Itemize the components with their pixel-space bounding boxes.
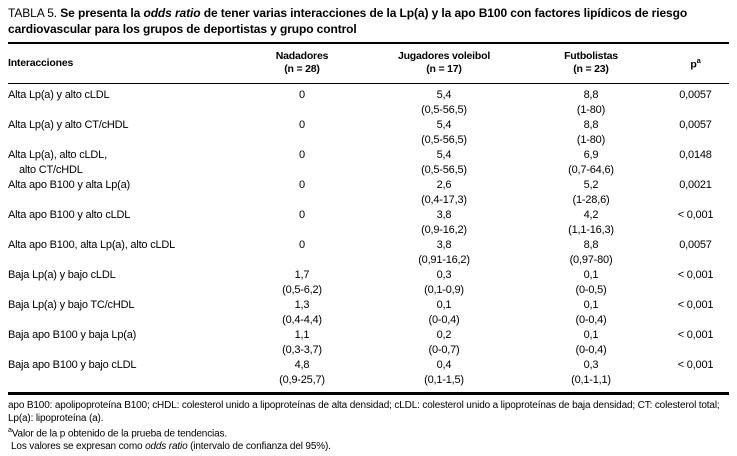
confidence-interval: (0,5-56,5): [421, 104, 467, 116]
odds-ratio-table: [8, 44, 729, 392]
interaction-cell: [8, 208, 236, 238]
p-value-cell: [662, 238, 729, 268]
odds-ratio-value: 8,8: [583, 89, 599, 101]
odds-ratio-value: 0,2: [436, 329, 452, 341]
odds-ratio-value: 0,3: [583, 359, 599, 371]
header-jugadores-voleibol: [368, 44, 520, 84]
header-futbolistas: [520, 44, 662, 84]
table-row: [8, 208, 729, 238]
odds-ratio-value: 5,4: [436, 119, 452, 131]
interaction-label: Baja apo B100 y bajo cLDL: [8, 359, 137, 371]
table-title: [8, 5, 729, 37]
interaction-label: Alta apo B100, alta Lp(a), alto cLDL: [8, 239, 176, 251]
nadadores-cell: [236, 238, 368, 268]
odds-ratio-value: 5,4: [436, 149, 452, 161]
p-value: < 0,001: [677, 329, 714, 341]
voleibol-cell: [368, 178, 520, 208]
odds-ratio-value: 0,1: [583, 269, 599, 281]
table-number-label: TABLA 5.: [8, 6, 58, 20]
values-note-1: Los valores se expresan como: [11, 440, 146, 452]
group-n: (n = 28): [284, 63, 320, 75]
voleibol-cell: [368, 238, 520, 268]
p-value: 0,0057: [679, 119, 712, 131]
header-p-value: [662, 44, 729, 84]
p-superscript: a: [696, 56, 701, 66]
header-interacciones: Interacciones: [8, 44, 236, 84]
table-row: [8, 268, 729, 298]
confidence-interval: (0,5-6,2): [282, 284, 322, 296]
table-row: [8, 118, 729, 148]
p-value-cell: [662, 178, 729, 208]
confidence-interval: (0,3-3,7): [282, 344, 322, 356]
p-value: 0,0057: [679, 89, 712, 101]
odds-ratio-value: 0,1: [436, 299, 452, 311]
p-value-cell: [662, 118, 729, 148]
odds-ratio-value: 1,3: [294, 299, 310, 311]
interaction-cell: [8, 328, 236, 358]
odds-ratio-value: 0: [299, 209, 305, 221]
nadadores-cell: [236, 148, 368, 178]
odds-ratio-value: 4,8: [294, 359, 310, 371]
odds-ratio-value: 3,8: [436, 209, 452, 221]
p-value-cell: [662, 268, 729, 298]
interaction-label: Alta Lp(a) y alto cLDL: [8, 89, 110, 101]
odds-ratio-value: 4,2: [583, 209, 599, 221]
nadadores-cell: [236, 208, 368, 238]
futbolistas-cell: [520, 358, 662, 392]
nadadores-cell: [236, 178, 368, 208]
odds-ratio-value: 0: [299, 119, 305, 131]
voleibol-cell: [368, 328, 520, 358]
confidence-interval: (1-28,6): [572, 194, 610, 206]
futbolistas-cell: [520, 84, 662, 119]
interaction-cell: [8, 268, 236, 298]
odds-ratio-value: 0,1: [583, 299, 599, 311]
nadadores-cell: [236, 268, 368, 298]
title-text-1: Se presenta la: [57, 6, 144, 20]
p-value: 0,0057: [679, 239, 712, 251]
group-name: Futbolistas: [564, 50, 618, 62]
odds-ratio-value: 2,6: [436, 179, 452, 191]
p-value: 0,0021: [679, 179, 712, 191]
futbolistas-cell: [520, 208, 662, 238]
interaction-label-line2: alto CT/cHDL: [19, 164, 83, 176]
interaction-label: Baja Lp(a) y bajo cLDL: [8, 269, 116, 281]
title-text-2: de tener varias interacciones de la Lp(a) y la apo B100 con factores lipídicos de riesgo cardiovascular para los grupos de deportistas y grupo control: [8, 6, 688, 36]
voleibol-cell: [368, 148, 520, 178]
table-row: [8, 358, 729, 392]
group-n: (n = 23): [573, 63, 609, 75]
confidence-interval: (0,4-4,4): [282, 314, 322, 326]
confidence-interval: (0,9-25,7): [279, 374, 325, 386]
confidence-interval: (0,1-1,5): [424, 374, 464, 386]
futbolistas-cell: [520, 148, 662, 178]
values-note-italic-odds-ratio: odds ratio: [145, 440, 188, 452]
header-nadadores: [236, 44, 368, 84]
table-row: [8, 148, 729, 178]
table-header: [8, 44, 729, 84]
futbolistas-cell: [520, 238, 662, 268]
odds-ratio-value: 0: [299, 149, 305, 161]
footnote-p-text: Valor de la p obtenido de la prueba de tendencias.: [11, 428, 228, 440]
futbolistas-cell: [520, 178, 662, 208]
group-name: Jugadores voleibol: [397, 50, 491, 62]
confidence-interval: (0-0,4): [575, 314, 607, 326]
futbolistas-cell: [520, 298, 662, 328]
footnotes: [8, 400, 729, 453]
confidence-interval: (0-0,4): [428, 314, 460, 326]
odds-ratio-value: 8,8: [583, 239, 599, 251]
interaction-label: Alta Lp(a), alto cLDL,: [8, 149, 107, 161]
footnote-values-note: [8, 441, 729, 454]
header-row: [8, 44, 729, 84]
confidence-interval: (1-80): [576, 134, 606, 146]
nadadores-cell: [236, 328, 368, 358]
odds-ratio-value: 5,2: [583, 179, 599, 191]
voleibol-cell: [368, 118, 520, 148]
odds-ratio-value: 0,1: [583, 329, 599, 341]
nadadores-cell: [236, 118, 368, 148]
confidence-interval: (0,5-56,5): [421, 164, 467, 176]
p-value-cell: [662, 84, 729, 119]
confidence-interval: (0,5-56,5): [421, 134, 467, 146]
interaction-label: Alta apo B100 y alto cLDL: [8, 209, 131, 221]
interaction-cell: [8, 84, 236, 119]
odds-ratio-value: 0,3: [436, 269, 452, 281]
odds-ratio-value: 0: [299, 179, 305, 191]
odds-ratio-value: 1,1: [294, 329, 310, 341]
odds-ratio-value: 6,9: [583, 149, 599, 161]
odds-ratio-value: 0: [299, 239, 305, 251]
p-value-cell: [662, 298, 729, 328]
table-row: [8, 238, 729, 268]
title-italic-odds-ratio: odds ratio: [143, 6, 201, 20]
table-row: [8, 178, 729, 208]
interaction-cell: [8, 148, 236, 178]
interaction-cell: [8, 298, 236, 328]
p-value: < 0,001: [677, 269, 714, 281]
bottom-rule: [8, 392, 729, 395]
table-body: [8, 84, 729, 393]
confidence-interval: (0,4-17,3): [421, 194, 467, 206]
odds-ratio-value: 0: [299, 89, 305, 101]
futbolistas-cell: [520, 328, 662, 358]
interaction-label: Baja Lp(a) y bajo TC/cHDL: [8, 299, 135, 311]
voleibol-cell: [368, 84, 520, 119]
confidence-interval: (0-0,4): [575, 344, 607, 356]
group-n: (n = 17): [426, 63, 462, 75]
p-value-cell: [662, 358, 729, 392]
futbolistas-cell: [520, 268, 662, 298]
interaction-label: Baja apo B100 y baja Lp(a): [8, 329, 137, 341]
odds-ratio-value: 3,8: [436, 239, 452, 251]
confidence-interval: (0-0,5): [575, 284, 607, 296]
p-value-cell: [662, 328, 729, 358]
group-name: Nadadores: [275, 50, 329, 62]
p-value: < 0,001: [677, 209, 714, 221]
odds-ratio-value: 5,4: [436, 89, 452, 101]
values-note-2: (intervalo de confianza del 95%).: [187, 440, 331, 452]
footnote-abbreviations: apo B100: apolipoproteína B100; cHDL: colesterol unido a lipoproteínas de alta densidad; cLDL: colesterol unido a lipoproteínas de baja densidad; CT: colesterol total; Lp(a): lipoproteína (a).: [8, 400, 720, 424]
nadadores-cell: [236, 358, 368, 392]
futbolistas-cell: [520, 118, 662, 148]
footnote-superscript-a: a: [8, 427, 12, 434]
interaction-cell: [8, 118, 236, 148]
odds-ratio-value: 1,7: [294, 269, 310, 281]
p-value: < 0,001: [677, 299, 714, 311]
p-value-cell: [662, 148, 729, 178]
voleibol-cell: [368, 298, 520, 328]
odds-ratio-value: 8,8: [583, 119, 599, 131]
p-value-cell: [662, 208, 729, 238]
footnote-p-note: [8, 425, 729, 441]
nadadores-cell: [236, 84, 368, 119]
odds-ratio-value: 0,4: [436, 359, 452, 371]
interaction-label: Alta apo B100 y alta Lp(a): [8, 179, 130, 191]
voleibol-cell: [368, 208, 520, 238]
confidence-interval: (1,1-16,3): [568, 224, 614, 236]
interaction-label: Alta Lp(a) y alto CT/cHDL: [8, 119, 129, 131]
confidence-interval: (0,1-1,1): [571, 374, 611, 386]
voleibol-cell: [368, 268, 520, 298]
interaction-cell: [8, 178, 236, 208]
interaction-cell: [8, 238, 236, 268]
p-value: 0,0148: [679, 149, 712, 161]
p-label: p: [690, 58, 697, 71]
confidence-interval: (0,7-64,6): [568, 164, 614, 176]
table-row: [8, 328, 729, 358]
interaction-cell: [8, 358, 236, 392]
p-value: < 0,001: [677, 359, 714, 371]
table-row: [8, 298, 729, 328]
nadadores-cell: [236, 298, 368, 328]
table-row: [8, 84, 729, 119]
confidence-interval: (0,1-0,9): [424, 284, 464, 296]
confidence-interval: (0,9-16,2): [421, 224, 467, 236]
confidence-interval: (0,97-80): [569, 254, 613, 266]
confidence-interval: (1-80): [576, 104, 606, 116]
confidence-interval: (0-0,7): [428, 344, 460, 356]
voleibol-cell: [368, 358, 520, 392]
confidence-interval: (0,91-16,2): [418, 254, 470, 266]
